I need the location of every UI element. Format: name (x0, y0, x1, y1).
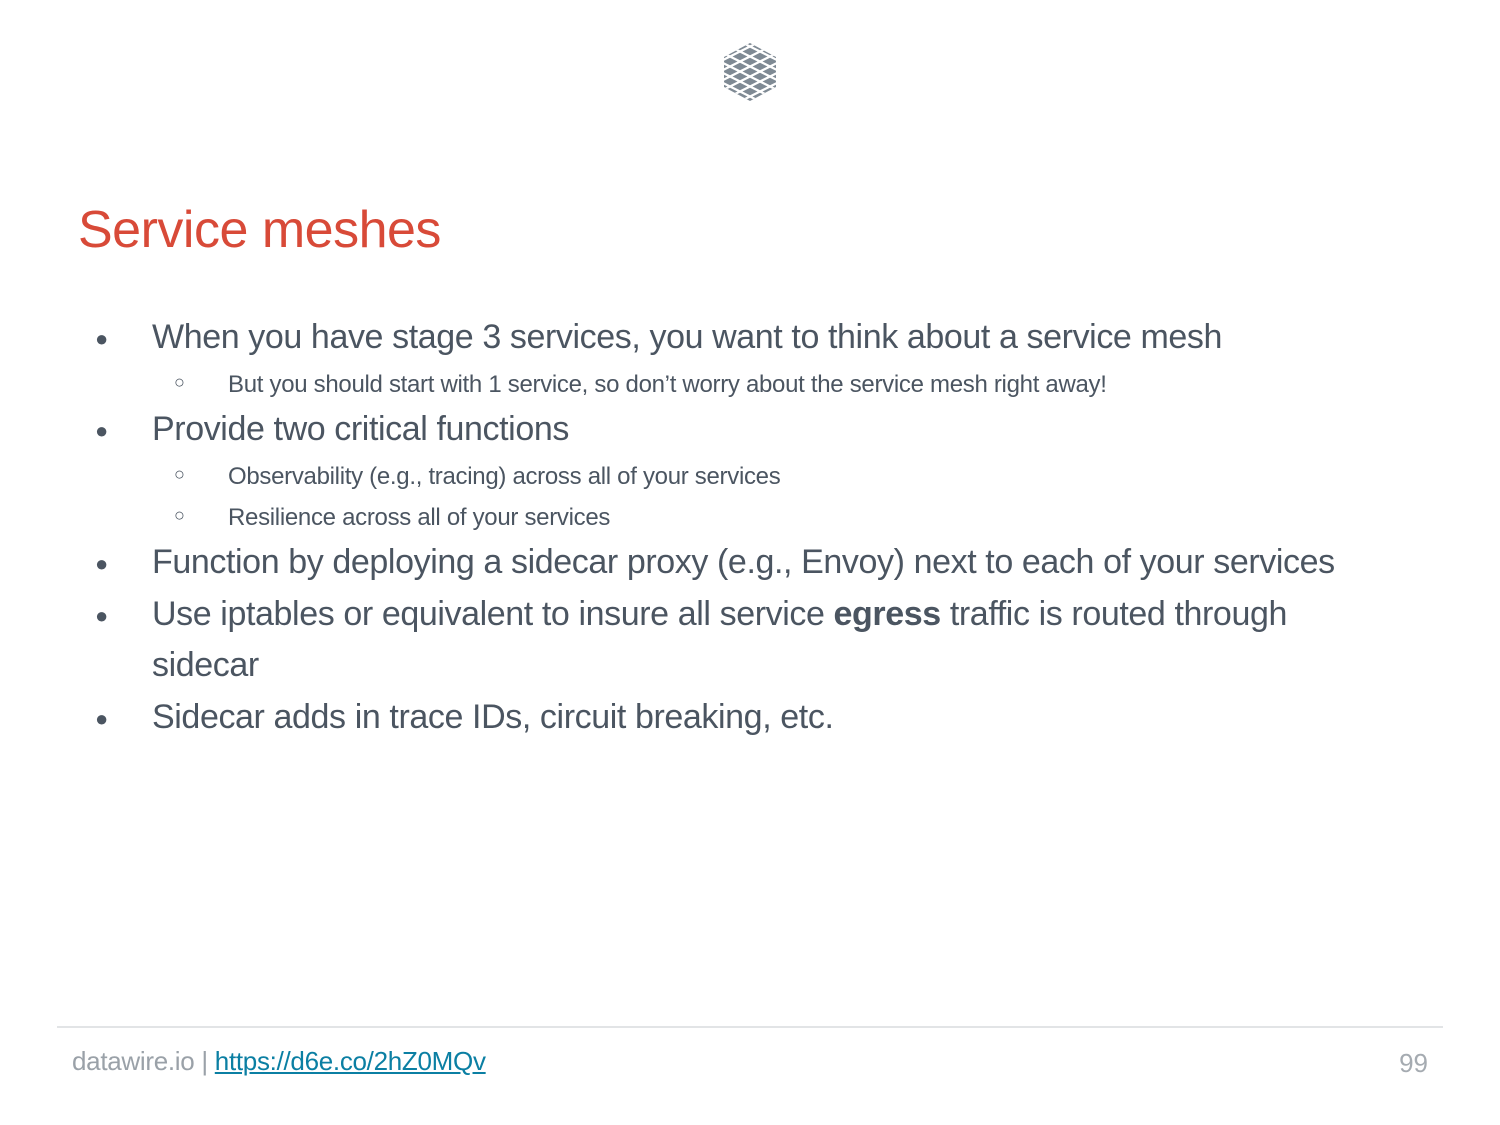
footer-link[interactable]: https://d6e.co/2hZ0MQv (214, 1046, 486, 1076)
bullet-item (95, 543, 1335, 582)
bullet-dot-icon: ● (95, 418, 108, 443)
sub-bullet-circle-icon: ○ (174, 464, 185, 484)
datawire-logo-icon (721, 42, 779, 102)
bullet-text-after: traffic is routed through (940, 595, 1287, 633)
bullet-text-before: Use iptables or equivalent to insure all service (152, 595, 834, 633)
bullet-text: Sidecar adds in trace IDs, circuit breaking, etc. (152, 698, 834, 736)
bullet-dot-icon: ● (95, 603, 108, 628)
bullet-item (95, 595, 1287, 634)
page-number: 99 (1399, 1048, 1428, 1078)
bullet-text: Function by deploying a sidecar proxy (e.g., Envoy) next to each of your services (152, 543, 1335, 581)
sub-bullet-text: Observability (e.g., tracing) across all of your services (228, 463, 781, 490)
bullet-text-bold: egress (833, 595, 941, 633)
bullet-continuation (152, 646, 259, 685)
slide-title: Service meshes (78, 201, 441, 259)
sub-bullet-item (174, 504, 611, 532)
footer-separator: | (201, 1046, 208, 1076)
sub-bullet-circle-icon: ○ (174, 505, 185, 525)
bullet-text: When you have stage 3 services, you want to think about a service mesh (152, 318, 1223, 356)
bullet-text-continuation: sidecar (152, 646, 259, 684)
sub-bullet-text: But you should start with 1 service, so don’t worry about the service mesh right away! (228, 371, 1107, 398)
bullet-dot-icon: ● (95, 551, 108, 576)
sub-bullet-item (174, 463, 781, 491)
sub-bullet-text: Resilience across all of your services (228, 504, 611, 531)
bullet-text: Provide two critical functions (152, 410, 569, 448)
footer-divider (57, 1026, 1443, 1028)
bullet-item (95, 318, 1223, 357)
footer-site: datawire.io (72, 1046, 195, 1076)
footer (72, 1046, 486, 1077)
bullet-item (95, 410, 569, 449)
bullet-dot-icon: ● (95, 706, 108, 731)
sub-bullet-item (174, 371, 1107, 399)
bullet-item (95, 698, 834, 737)
sub-bullet-circle-icon: ○ (174, 372, 185, 392)
bullet-dot-icon: ● (95, 326, 108, 351)
